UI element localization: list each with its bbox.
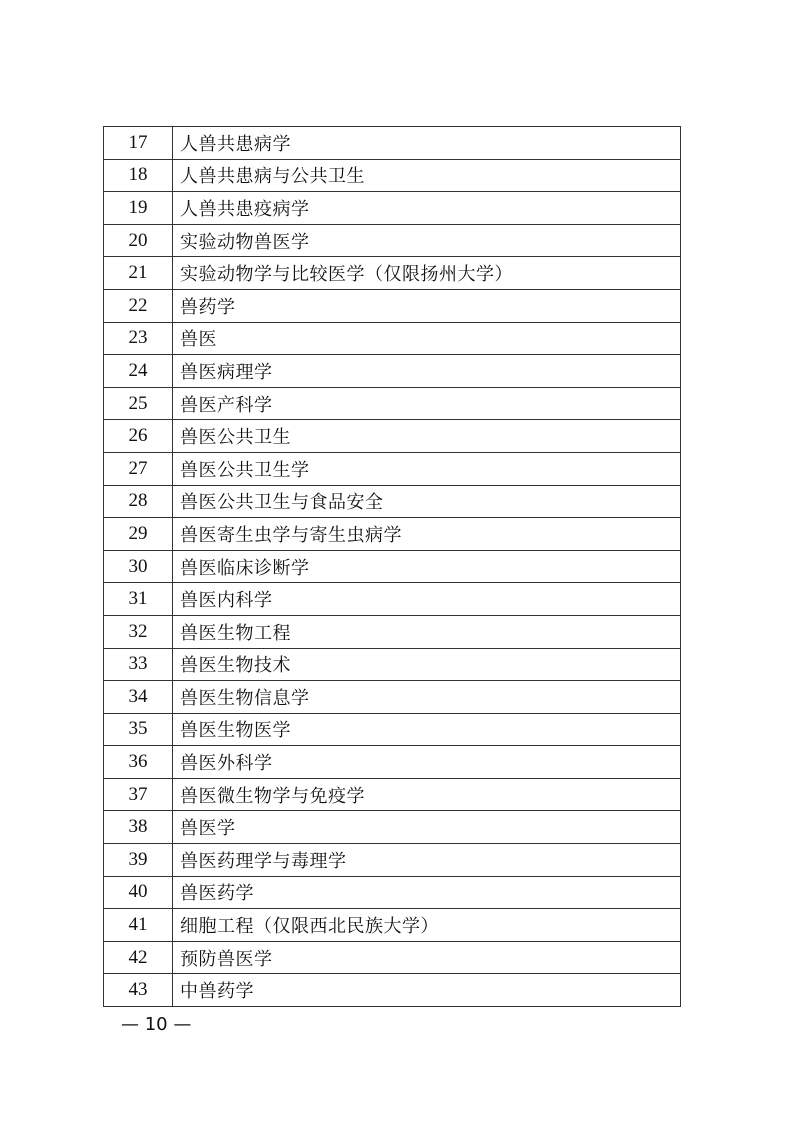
major-name: 兽医寄生虫学与寄生虫病学 [173, 518, 681, 551]
row-number: 22 [104, 289, 173, 322]
major-name: 兽医生物信息学 [173, 681, 681, 714]
table-row [104, 485, 681, 518]
major-name: 兽医生物工程 [173, 615, 681, 648]
row-number: 41 [104, 909, 173, 942]
table-row [104, 192, 681, 225]
row-number: 25 [104, 387, 173, 420]
row-number: 34 [104, 681, 173, 714]
major-name: 兽医内科学 [173, 583, 681, 616]
row-number: 38 [104, 811, 173, 844]
table-row [104, 257, 681, 290]
table-row [104, 844, 681, 877]
major-name: 兽医临床诊断学 [173, 550, 681, 583]
major-name: 兽医病理学 [173, 355, 681, 388]
row-number: 30 [104, 550, 173, 583]
table-row [104, 289, 681, 322]
table-row [104, 909, 681, 942]
row-number: 23 [104, 322, 173, 355]
row-number: 17 [104, 127, 173, 160]
table-row [104, 811, 681, 844]
major-name: 细胞工程（仅限西北民族大学） [173, 909, 681, 942]
table-row [104, 974, 681, 1007]
page-number: — 10 — [121, 1014, 192, 1035]
major-name: 兽医 [173, 322, 681, 355]
table-row [104, 778, 681, 811]
row-number: 18 [104, 159, 173, 192]
table-body [104, 127, 681, 1007]
major-name: 人兽共患病与公共卫生 [173, 159, 681, 192]
major-name: 中兽药学 [173, 974, 681, 1007]
row-number: 43 [104, 974, 173, 1007]
table-row [104, 452, 681, 485]
major-name: 兽医学 [173, 811, 681, 844]
major-list-table [103, 126, 681, 1007]
table-row [104, 387, 681, 420]
major-name: 实验动物学与比较医学（仅限扬州大学） [173, 257, 681, 290]
major-name: 兽医公共卫生与食品安全 [173, 485, 681, 518]
row-number: 32 [104, 615, 173, 648]
row-number: 37 [104, 778, 173, 811]
major-name: 兽医外科学 [173, 746, 681, 779]
table-row [104, 583, 681, 616]
table-row [104, 518, 681, 551]
row-number: 35 [104, 713, 173, 746]
major-name: 兽医产科学 [173, 387, 681, 420]
table-row [104, 420, 681, 453]
table-row [104, 224, 681, 257]
table-row [104, 941, 681, 974]
row-number: 20 [104, 224, 173, 257]
major-name: 兽医公共卫生学 [173, 452, 681, 485]
row-number: 26 [104, 420, 173, 453]
table-row [104, 746, 681, 779]
row-number: 39 [104, 844, 173, 877]
major-name: 兽医微生物学与免疫学 [173, 778, 681, 811]
table-row [104, 550, 681, 583]
major-name: 人兽共患疫病学 [173, 192, 681, 225]
row-number: 31 [104, 583, 173, 616]
table-row [104, 159, 681, 192]
row-number: 33 [104, 648, 173, 681]
major-name: 预防兽医学 [173, 941, 681, 974]
row-number: 29 [104, 518, 173, 551]
row-number: 27 [104, 452, 173, 485]
table-row [104, 355, 681, 388]
major-name: 兽医生物医学 [173, 713, 681, 746]
table-row [104, 615, 681, 648]
major-name: 人兽共患病学 [173, 127, 681, 160]
row-number: 19 [104, 192, 173, 225]
major-name: 兽药学 [173, 289, 681, 322]
row-number: 42 [104, 941, 173, 974]
major-name: 兽医生物技术 [173, 648, 681, 681]
table-row [104, 322, 681, 355]
row-number: 40 [104, 876, 173, 909]
row-number: 36 [104, 746, 173, 779]
major-name: 兽医公共卫生 [173, 420, 681, 453]
table-row [104, 127, 681, 160]
row-number: 21 [104, 257, 173, 290]
table-row [104, 713, 681, 746]
row-number: 28 [104, 485, 173, 518]
table-row [104, 648, 681, 681]
major-name: 实验动物兽医学 [173, 224, 681, 257]
major-name: 兽医药理学与毒理学 [173, 844, 681, 877]
major-name: 兽医药学 [173, 876, 681, 909]
table-row [104, 681, 681, 714]
row-number: 24 [104, 355, 173, 388]
table-row [104, 876, 681, 909]
